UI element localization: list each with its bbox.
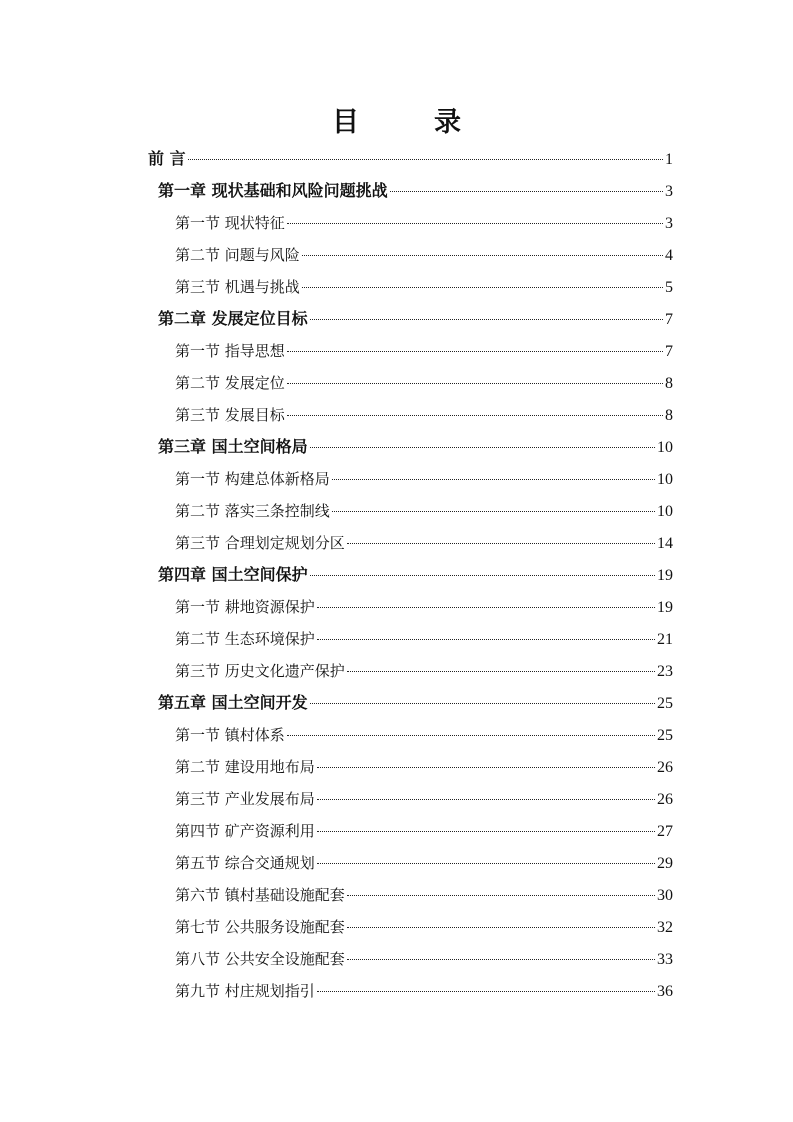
dot-leader [347, 671, 655, 672]
toc-entry-chapter[interactable] [148, 559, 673, 591]
toc-entry-label: 第三节 发展目标 [175, 406, 285, 424]
toc-page-number: 5 [665, 279, 673, 296]
dot-leader [332, 511, 655, 512]
toc-entry-section[interactable] [148, 527, 673, 559]
toc-page-number: 10 [657, 439, 673, 456]
toc-page-number: 4 [665, 247, 673, 264]
toc-page-number: 3 [665, 215, 673, 232]
toc-entry-label: 第三节 产业发展布局 [175, 790, 315, 808]
toc-entry-section[interactable] [148, 879, 673, 911]
toc-entry-chapter[interactable] [148, 303, 673, 335]
dot-leader [287, 223, 663, 224]
toc-entry-section[interactable] [148, 495, 673, 527]
toc-entry-label: 第一节 镇村体系 [175, 726, 285, 744]
toc-entry-label: 第三节 机遇与挑战 [175, 278, 300, 296]
toc-entry-label: 第二节 生态环境保护 [175, 630, 315, 648]
toc-page-number: 29 [657, 855, 673, 872]
toc-entry-label: 第三节 合理划定规划分区 [175, 534, 345, 552]
dot-leader [310, 447, 655, 448]
dot-leader [317, 863, 655, 864]
toc-page-number: 7 [665, 343, 673, 360]
toc-entry-section[interactable] [148, 943, 673, 975]
toc-entry-section[interactable] [148, 271, 673, 303]
dot-leader [310, 319, 663, 320]
toc-entry-section[interactable] [148, 655, 673, 687]
toc-entry-label: 第五节 综合交通规划 [175, 854, 315, 872]
toc-entry-label: 第一章 现状基础和风险问题挑战 [158, 181, 388, 200]
toc-entry-section[interactable] [148, 207, 673, 239]
toc-entry-label: 第二节 问题与风险 [175, 246, 300, 264]
toc-entry-label: 第四章 国土空间保护 [158, 565, 308, 584]
toc-page-number: 25 [657, 695, 673, 712]
dot-leader [317, 831, 655, 832]
toc-entry-label: 第一节 现状特征 [175, 214, 285, 232]
dot-leader [310, 703, 655, 704]
dot-leader [317, 639, 655, 640]
dot-leader [287, 383, 663, 384]
toc-entry-label: 第四节 矿产资源利用 [175, 822, 315, 840]
toc-page-number: 8 [665, 407, 673, 424]
dot-leader [310, 575, 655, 576]
toc-page-number: 26 [657, 759, 673, 776]
toc-entry-label: 第九节 村庄规划指引 [175, 982, 315, 1000]
dot-leader [347, 543, 655, 544]
toc-entry-label: 第一节 构建总体新格局 [175, 470, 330, 488]
toc-entry-label: 前 言 [148, 149, 186, 168]
toc-page-number: 32 [657, 919, 673, 936]
toc-page-number: 10 [657, 471, 673, 488]
toc-page-number: 3 [665, 183, 673, 200]
toc-entry-label: 第一节 耕地资源保护 [175, 598, 315, 616]
dot-leader [302, 287, 663, 288]
toc-entry-label: 第七节 公共服务设施配套 [175, 918, 345, 936]
dot-leader [188, 159, 663, 160]
toc-entry-section[interactable] [148, 463, 673, 495]
toc-entry-section[interactable] [148, 911, 673, 943]
dot-leader [317, 767, 655, 768]
toc-entry-label: 第八节 公共安全设施配套 [175, 950, 345, 968]
toc-entry-section[interactable] [148, 783, 673, 815]
toc-entry-chapter[interactable] [148, 431, 673, 463]
toc-entry-label: 第六节 镇村基础设施配套 [175, 886, 345, 904]
toc-entry-section[interactable] [148, 591, 673, 623]
toc-page-number: 19 [657, 567, 673, 584]
toc-entry-section[interactable] [148, 751, 673, 783]
toc-entry-section[interactable] [148, 239, 673, 271]
table-of-contents [148, 143, 673, 1007]
dot-leader [390, 191, 663, 192]
toc-entry-section[interactable] [148, 623, 673, 655]
toc-entry-section[interactable] [148, 399, 673, 431]
dot-leader [347, 959, 655, 960]
dot-leader [347, 927, 655, 928]
toc-page-number: 33 [657, 951, 673, 968]
toc-entry-label: 第二章 发展定位目标 [158, 309, 308, 328]
toc-entry-section[interactable] [148, 335, 673, 367]
dot-leader [317, 607, 655, 608]
dot-leader [287, 351, 663, 352]
toc-entry-section[interactable] [148, 847, 673, 879]
toc-page-number: 26 [657, 791, 673, 808]
toc-page-number: 1 [665, 151, 673, 168]
toc-entry-chapter[interactable] [148, 175, 673, 207]
toc-entry-section[interactable] [148, 975, 673, 1007]
dot-leader [347, 895, 655, 896]
toc-entry-label: 第一节 指导思想 [175, 342, 285, 360]
dot-leader [287, 415, 663, 416]
page-title: 目 录 [332, 107, 485, 138]
toc-entry-label: 第三节 历史文化遗产保护 [175, 662, 345, 680]
toc-entry-label: 第二节 落实三条控制线 [175, 502, 330, 520]
toc-page-number: 14 [657, 535, 673, 552]
toc-entry-section[interactable] [148, 719, 673, 751]
toc-page-number: 25 [657, 727, 673, 744]
toc-entry-label: 第二节 发展定位 [175, 374, 285, 392]
toc-page-number: 19 [657, 599, 673, 616]
toc-page-number: 8 [665, 375, 673, 392]
toc-entry-label: 第五章 国土空间开发 [158, 693, 308, 712]
toc-entry-section[interactable] [148, 815, 673, 847]
dot-leader [302, 255, 663, 256]
toc-entry-chapter[interactable] [148, 687, 673, 719]
toc-page-number: 10 [657, 503, 673, 520]
toc-entry-section[interactable] [148, 367, 673, 399]
dot-leader [317, 991, 655, 992]
toc-page-number: 30 [657, 887, 673, 904]
toc-page-number: 23 [657, 663, 673, 680]
dot-leader [287, 735, 655, 736]
toc-page-number: 21 [657, 631, 673, 648]
toc-page-number: 36 [657, 983, 673, 1000]
toc-entry-label: 第二节 建设用地布局 [175, 758, 315, 776]
toc-page-number: 27 [657, 823, 673, 840]
toc-entry-label: 第三章 国土空间格局 [158, 437, 308, 456]
dot-leader [317, 799, 655, 800]
toc-page-number: 7 [665, 311, 673, 328]
dot-leader [332, 479, 655, 480]
toc-entry-front[interactable] [148, 143, 673, 175]
